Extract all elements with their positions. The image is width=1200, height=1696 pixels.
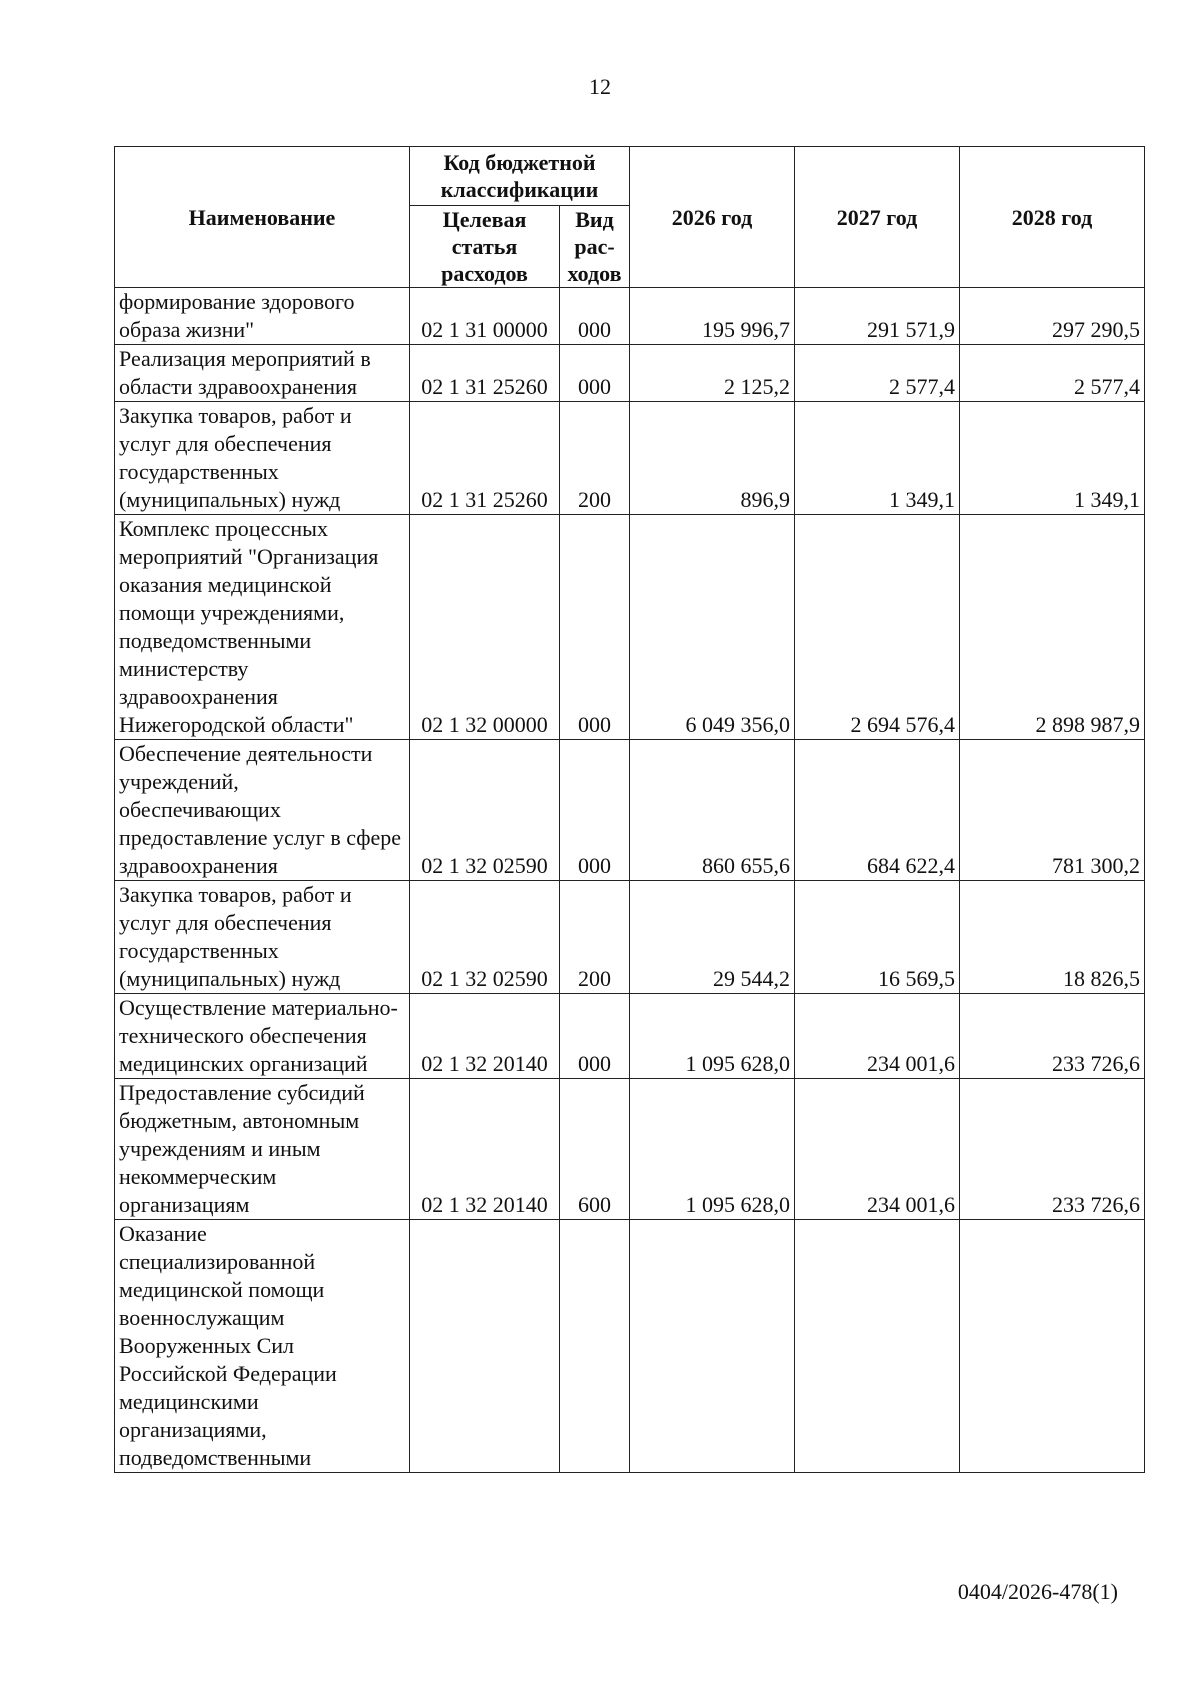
row-expense-kind: 000 bbox=[560, 345, 630, 402]
row-value-2028: 233 726,6 bbox=[960, 1079, 1145, 1220]
row-name: Закупка товаров, работ и услуг для обеспечения государственных (муниципальных) нужд bbox=[115, 402, 410, 515]
row-name: Оказание специализированной медицинской помощи военнослужащим Вооруженных Сил Российской Федерации медицинскими организациями, подведомственными bbox=[115, 1220, 410, 1473]
row-target-article: 02 1 32 20140 bbox=[410, 994, 560, 1079]
table-header-row bbox=[115, 147, 1145, 206]
row-value-2026: 6 049 356,0 bbox=[630, 515, 795, 740]
row-expense-kind: 600 bbox=[560, 1079, 630, 1220]
row-target-article: 02 1 31 25260 bbox=[410, 402, 560, 515]
row-value-2027: 2 577,4 bbox=[795, 345, 960, 402]
row-value-2026: 860 655,6 bbox=[630, 740, 795, 881]
row-value-2027: 291 571,9 bbox=[795, 288, 960, 345]
table-row bbox=[115, 288, 1145, 345]
row-value-2028: 2 898 987,9 bbox=[960, 515, 1145, 740]
header-target-article: Целевая статья расходов bbox=[410, 206, 560, 288]
table-row bbox=[115, 345, 1145, 402]
row-expense-kind bbox=[560, 1220, 630, 1473]
row-value-2028: 18 826,5 bbox=[960, 881, 1145, 994]
row-name: Закупка товаров, работ и услуг для обеспечения государственных (муниципальных) нужд bbox=[115, 881, 410, 994]
table-row bbox=[115, 881, 1145, 994]
row-expense-kind: 200 bbox=[560, 881, 630, 994]
row-value-2027: 234 001,6 bbox=[795, 994, 960, 1079]
row-value-2026: 896,9 bbox=[630, 402, 795, 515]
table-row bbox=[115, 994, 1145, 1079]
row-name: формирование здорового образа жизни" bbox=[115, 288, 410, 345]
row-value-2028: 781 300,2 bbox=[960, 740, 1145, 881]
document-number: 0404/2026-478(1) bbox=[957, 1579, 1118, 1604]
table-row bbox=[115, 515, 1145, 740]
row-value-2026: 1 095 628,0 bbox=[630, 994, 795, 1079]
row-expense-kind: 000 bbox=[560, 515, 630, 740]
row-value-2027: 16 569,5 bbox=[795, 881, 960, 994]
row-value-2028: 2 577,4 bbox=[960, 345, 1145, 402]
row-name: Осуществление материально-технического обеспечения медицинских организаций bbox=[115, 994, 410, 1079]
header-year-2028: 2028 год bbox=[960, 147, 1145, 288]
table-row bbox=[115, 402, 1145, 515]
row-value-2027: 1 349,1 bbox=[795, 402, 960, 515]
header-code-group: Код бюджетной классификации bbox=[410, 147, 630, 206]
header-year-2027: 2027 год bbox=[795, 147, 960, 288]
row-value-2028: 297 290,5 bbox=[960, 288, 1145, 345]
budget-table bbox=[114, 146, 1145, 1473]
row-name: Комплекс процессных мероприятий "Организация оказания медицинской помощи учреждениями, подведомственными министерству здравоохранения Нижегородской области" bbox=[115, 515, 410, 740]
header-name: Наименование bbox=[115, 147, 410, 288]
header-year-2026: 2026 год bbox=[630, 147, 795, 288]
row-target-article bbox=[410, 1220, 560, 1473]
header-expense-kind: Вид рас-ходов bbox=[560, 206, 630, 288]
row-value-2026: 29 544,2 bbox=[630, 881, 795, 994]
page-number: 12 bbox=[589, 74, 611, 99]
row-target-article: 02 1 32 02590 bbox=[410, 740, 560, 881]
row-expense-kind: 000 bbox=[560, 994, 630, 1079]
row-value-2027: 234 001,6 bbox=[795, 1079, 960, 1220]
row-target-article: 02 1 31 25260 bbox=[410, 345, 560, 402]
row-expense-kind: 200 bbox=[560, 402, 630, 515]
row-value-2027: 684 622,4 bbox=[795, 740, 960, 881]
table-row bbox=[115, 1079, 1145, 1220]
table-row bbox=[115, 1220, 1145, 1473]
table-row bbox=[115, 740, 1145, 881]
row-name: Реализация мероприятий в области здравоохранения bbox=[115, 345, 410, 402]
row-value-2027: 2 694 576,4 bbox=[795, 515, 960, 740]
row-target-article: 02 1 31 00000 bbox=[410, 288, 560, 345]
row-expense-kind: 000 bbox=[560, 288, 630, 345]
row-value-2026: 1 095 628,0 bbox=[630, 1079, 795, 1220]
row-value-2026 bbox=[630, 1220, 795, 1473]
row-value-2028: 233 726,6 bbox=[960, 994, 1145, 1079]
row-target-article: 02 1 32 20140 bbox=[410, 1079, 560, 1220]
row-name: Предоставление субсидий бюджетным, автономным учреждениям и иным некоммерческим организациям bbox=[115, 1079, 410, 1220]
row-value-2027 bbox=[795, 1220, 960, 1473]
row-value-2026: 2 125,2 bbox=[630, 345, 795, 402]
row-target-article: 02 1 32 00000 bbox=[410, 515, 560, 740]
row-value-2028 bbox=[960, 1220, 1145, 1473]
row-expense-kind: 000 bbox=[560, 740, 630, 881]
row-target-article: 02 1 32 02590 bbox=[410, 881, 560, 994]
row-value-2026: 195 996,7 bbox=[630, 288, 795, 345]
row-value-2028: 1 349,1 bbox=[960, 402, 1145, 515]
row-name: Обеспечение деятельности учреждений, обеспечивающих предоставление услуг в сфере здравоохранения bbox=[115, 740, 410, 881]
